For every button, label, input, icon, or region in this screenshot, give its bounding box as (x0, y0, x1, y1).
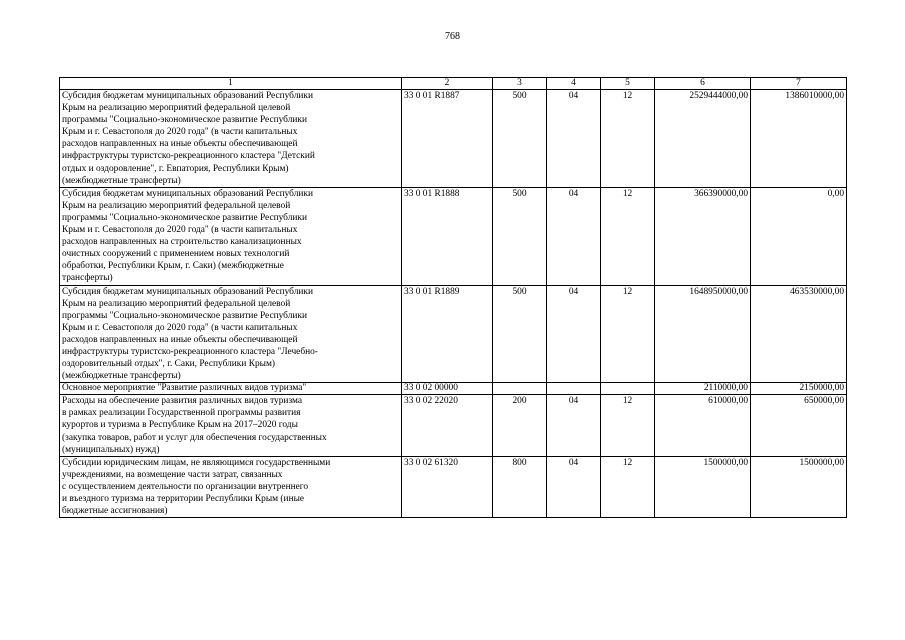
row-amount-col6: 610000,00 (655, 395, 751, 456)
header-cell: 2 (402, 78, 493, 90)
row-amount-col6: 1648950000,00 (655, 285, 751, 383)
row-amount-col7: 1386010000,00 (751, 90, 847, 188)
row-section: 04 (547, 456, 601, 517)
row-amount-col6: 366390000,00 (655, 187, 751, 285)
row-expense-type: 500 (493, 285, 547, 383)
row-name: Субсидия бюджетам муниципальных образований Республики Крым на реализацию мероприятий федеральной целевой программы "Социально-экономическое развитие Республики Крым и г. Севастополя до 2020 года" (в части капитальных расходов направленных на иные объекты обеспечивающей инфраструктуры туристско-рекреационного кластера "Лечебно- оздоровительный отдых", г. Саки, Республики Крым) (межбюджетные трансферты) (60, 285, 402, 383)
row-code: 33 0 02 22020 (402, 395, 493, 456)
table-row (60, 285, 847, 383)
row-amount-col6: 1500000,00 (655, 456, 751, 517)
row-code: 33 0 01 R1889 (402, 285, 493, 383)
row-section: 04 (547, 285, 601, 383)
table-row (60, 383, 847, 395)
table-row (60, 395, 847, 456)
header-cell: 6 (655, 78, 751, 90)
row-code: 33 0 01 R1888 (402, 187, 493, 285)
row-subsection: 12 (601, 285, 655, 383)
header-cell: 7 (751, 78, 847, 90)
row-expense-type: 500 (493, 187, 547, 285)
page-number: 768 (445, 31, 460, 42)
row-code: 33 0 01 R1887 (402, 90, 493, 188)
header-cell: 3 (493, 78, 547, 90)
header-cell: 5 (601, 78, 655, 90)
row-expense-type: 800 (493, 456, 547, 517)
row-expense-type: 500 (493, 90, 547, 188)
row-amount-col6: 2529444000,00 (655, 90, 751, 188)
row-subsection: 12 (601, 90, 655, 188)
row-section: 04 (547, 395, 601, 456)
row-amount-col7: 2150000,00 (751, 383, 847, 395)
table-header-row (60, 78, 847, 90)
row-name: Расходы на обеспечение развития различных видов туризма в рамках реализации Государственной программы развития курортов и туризма в Республике Крым на 2017–2020 годы (закупка товаров, работ и услуг для обеспечения государственных (муниципальных) нужд) (60, 395, 402, 456)
row-subsection: 12 (601, 395, 655, 456)
row-amount-col7: 650000,00 (751, 395, 847, 456)
row-amount-col7: 463530000,00 (751, 285, 847, 383)
table-row (60, 187, 847, 285)
row-name: Субсидия бюджетам муниципальных образований Республики Крым на реализацию мероприятий федеральной целевой программы "Социально-экономическое развитие Республики Крым и г. Севастополя до 2020 года" (в части капитальных расходов направленных на строительство канализационных очистных сооружений с применением новых технологий обработки, Республики Крым, г. Саки) (межбюджетные трансферты) (60, 187, 402, 285)
row-amount-col7: 1500000,00 (751, 456, 847, 517)
row-name: Основное мероприятие "Развитие различных видов туризма" (60, 383, 402, 395)
row-name: Субсидия бюджетам муниципальных образований Республики Крым на реализацию мероприятий федеральной целевой программы "Социально-экономическое развитие Республики Крым и г. Севастополя до 2020 года" (в части капитальных расходов направленных на иные объекты обеспечивающей инфраструктуры туристско-рекреационного кластера "Детский отдых и оздоровление", г. Евпатория, Республики Крым) (межбюджетные трансферты) (60, 90, 402, 188)
table-row (60, 456, 847, 517)
header-cell: 4 (547, 78, 601, 90)
row-code: 33 0 02 61320 (402, 456, 493, 517)
row-subsection (601, 383, 655, 395)
row-subsection: 12 (601, 187, 655, 285)
row-subsection: 12 (601, 456, 655, 517)
row-expense-type (493, 383, 547, 395)
row-name: Субсидии юридическим лицам, не являющимся государственными учреждениями, на возмещение части затрат, связанных с осуществлением деятельности по организации внутреннего и въездного туризма на территории Республики Крым (иные бюджетные ассигнования) (60, 456, 402, 517)
row-expense-type: 200 (493, 395, 547, 456)
header-cell: 1 (60, 78, 402, 90)
row-section (547, 383, 601, 395)
row-amount-col6: 2110000,00 (655, 383, 751, 395)
row-section: 04 (547, 90, 601, 188)
row-section: 04 (547, 187, 601, 285)
budget-table (59, 77, 847, 518)
row-code: 33 0 02 00000 (402, 383, 493, 395)
table-row (60, 90, 847, 188)
row-amount-col7: 0,00 (751, 187, 847, 285)
